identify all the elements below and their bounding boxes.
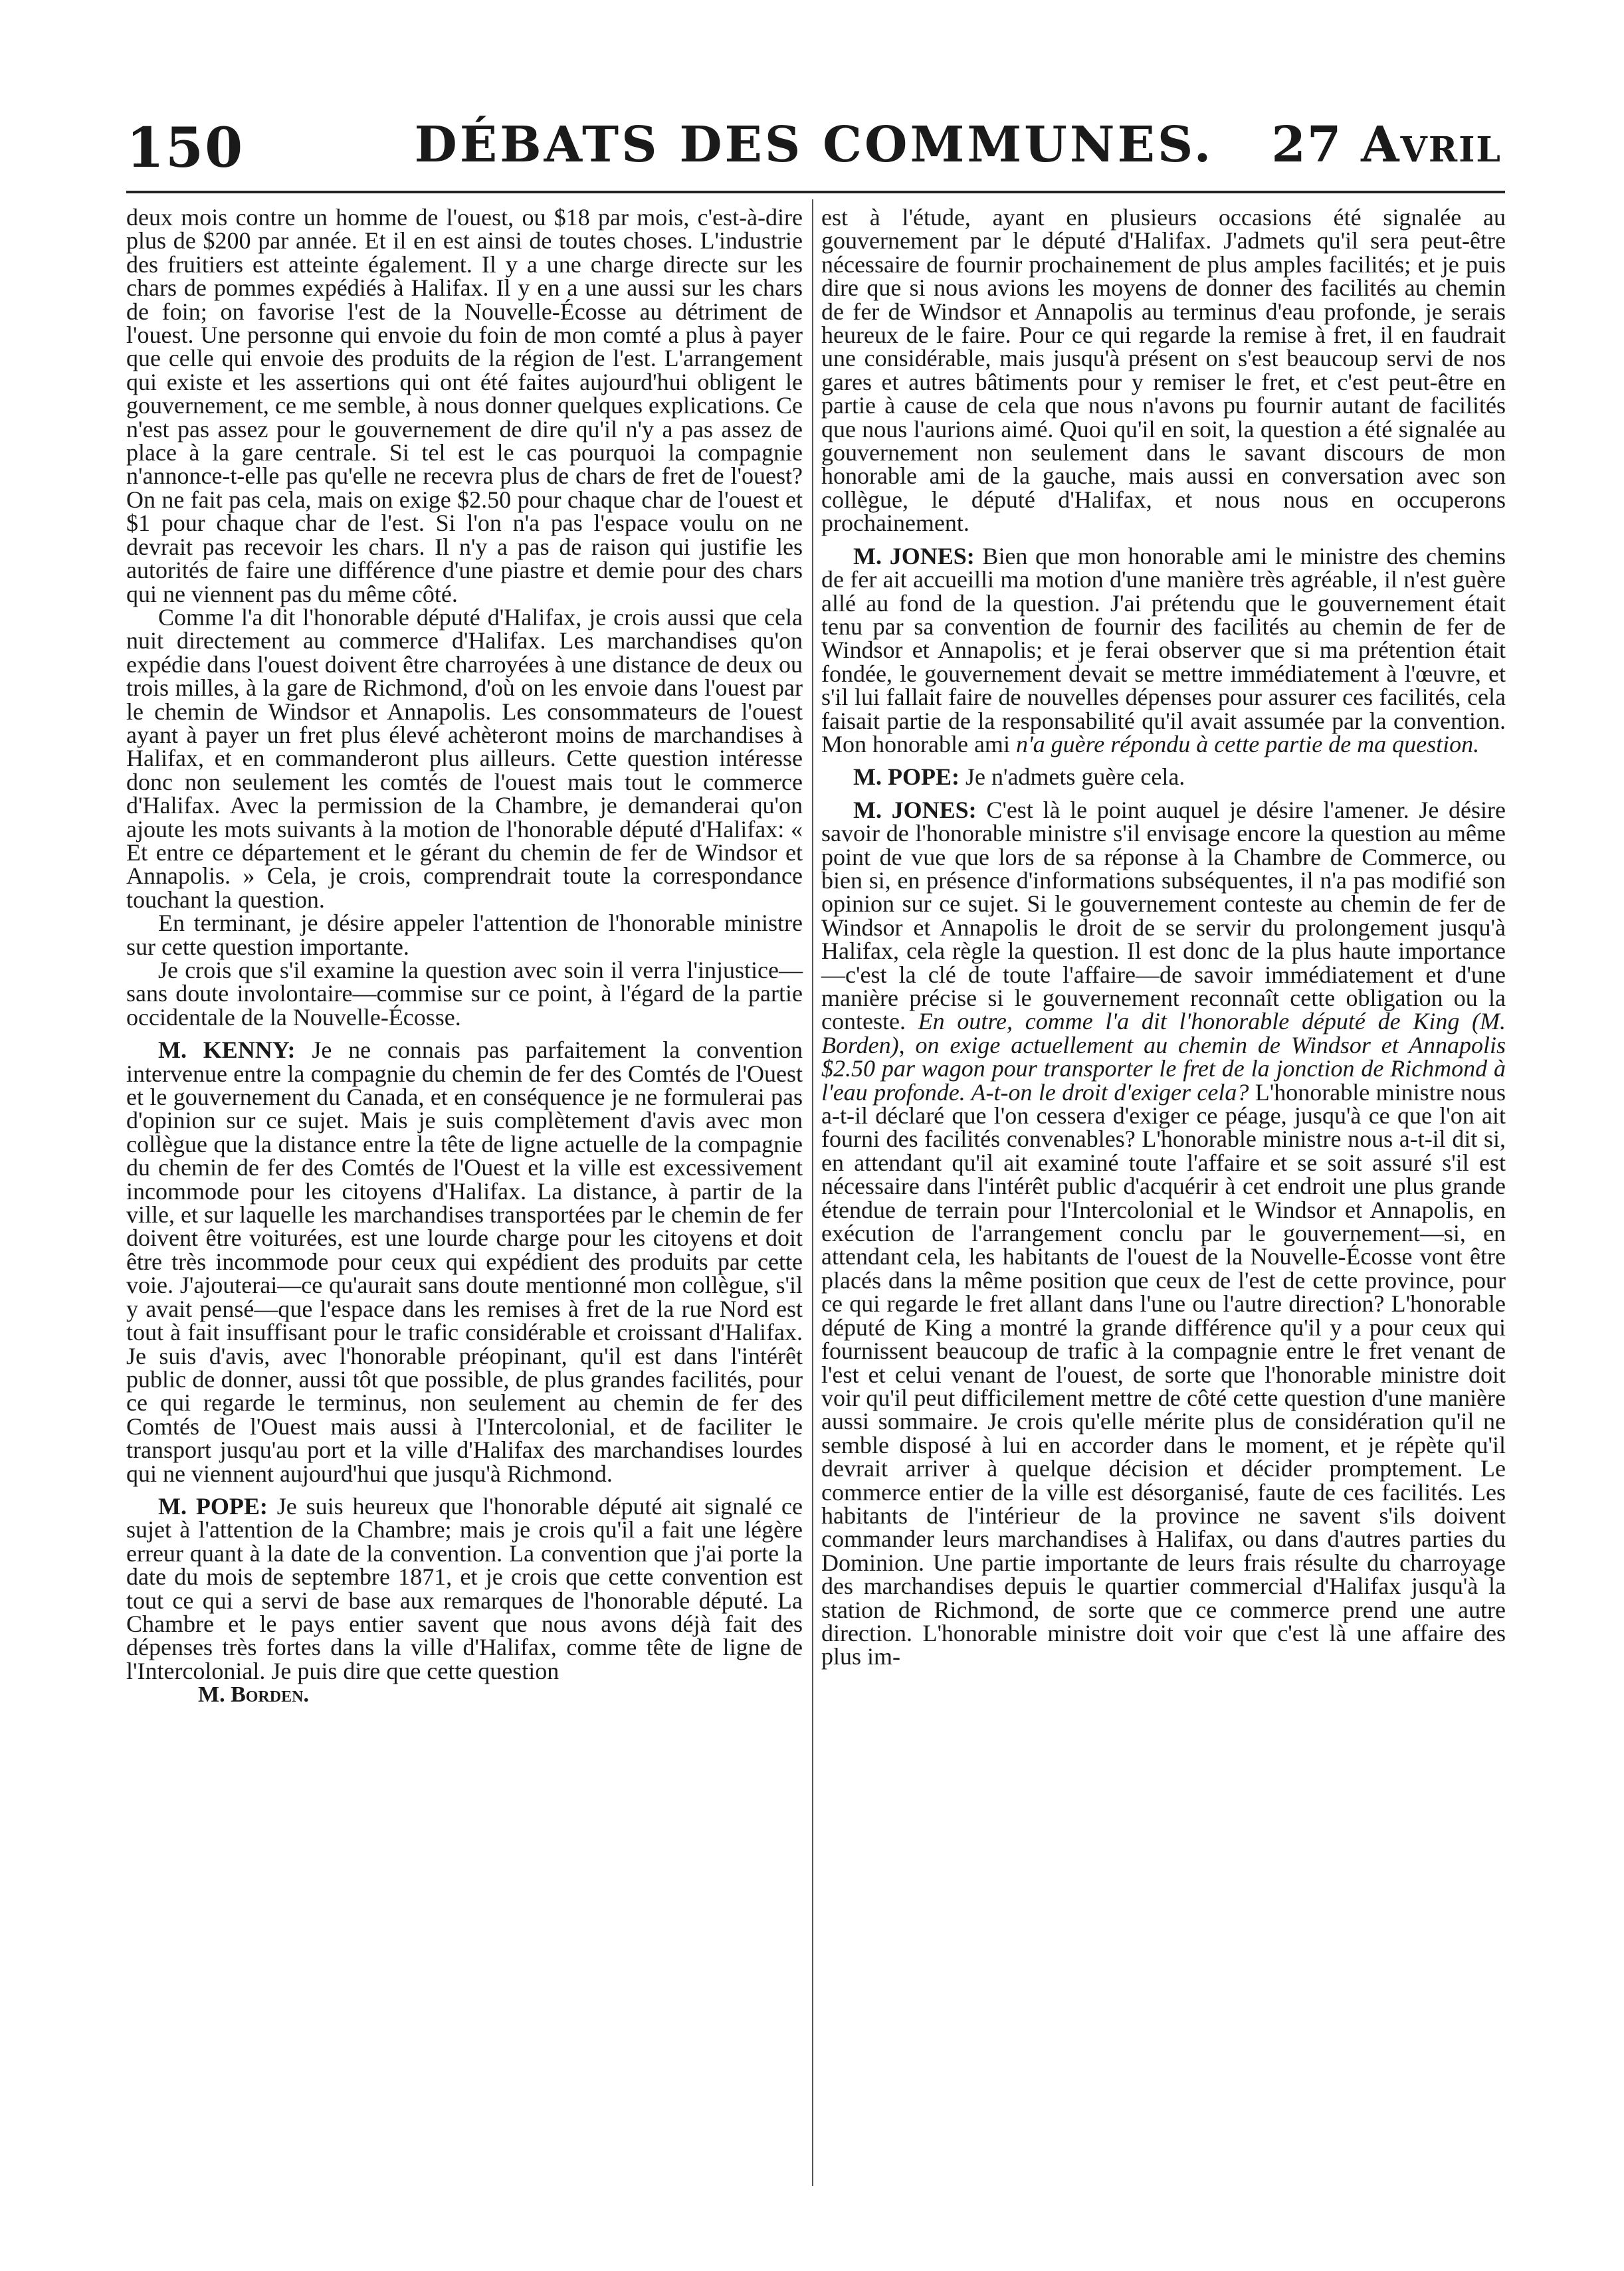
page-number: 150 [126, 116, 245, 180]
speech-text: Je n'admets guère cela. [959, 763, 1185, 791]
speech-italic: n'a guère répondu à cette partie de ma question. [1015, 730, 1480, 757]
speaker-name: M. KENNY: [158, 1037, 296, 1064]
speech-text: Je suis heureux que l'honorable député ait signalé ce sujet à l'attention de la Chambre; mais je crois qu'il a fait une légère erreur quant à la date de la convention. La convention que j'ai porte la date du mois de septembre 1871, et je crois que cette convention est tout ce qui a servi de base aux remarques de l'honorable député. La Chambre et le pays entier savent que nous avons déjà fait des dépenses très fortes dans la ville d'Halifax, comme tête de ligne de l'Intercolonial. Je puis dire que cette question [126, 1492, 803, 1684]
speech-pope [126, 1492, 803, 1684]
speaker-name: M. JONES: [853, 542, 975, 569]
speech-italic: En outre, comme l'a dit l'honorable député de King (M. Borden), on exige actuellement au chemin de Windsor et Annapolis $2.50 par wagon pour transporter le fret de la jonction de Richmond à l'eau profonde. A-t-on le droit d'exiger cela? [821, 1008, 1506, 1106]
speech-text: C'est là le point auquel je désire l'amener. Je désire savoir de l'honorable ministre s'il envisage encore la question au même point de vue que lors de sa réponse à la Chambre de Commerce, ou bien si, en présence d'informations subséquentes, il n'a pas modifié son opinion sur ce sujet. Si le gouvernement conteste au chemin de fer de Windsor et Annapolis le droit de se servir du prolongement jusqu'à Halifax, cela règle la question. Il est donc de la plus haute importance—c'est la clé de toute l'affaire—de savoir immédiatement et d'une manière précise si le gouvernement reconnaît cette obligation ou la conteste. [821, 796, 1506, 1035]
page-date: 27 Avril [1271, 116, 1502, 173]
speaker-name: M. JONES: [853, 796, 977, 823]
column-divider [812, 199, 813, 2186]
speech-jones [821, 542, 1506, 757]
header-rule [126, 191, 1505, 193]
paragraph: est à l'étude, ayant en plusieurs occasions été signalée au gouvernement par le député d'Halifax. J'admets qu'il sera peut-être nécessaire de fournir prochainement de plus amples facilités; et je puis dire que si nous avions les moyens de donner des facilités au chemin de fer de Windsor et Annapolis au terminus d'eau profonde, je serais heureux de le faire. Pour ce qui regarde la remise à fret, il en faudrait une considérable, mais jusqu'à présent on s'est beaucoup servi de nos gares et autres bâtiments pour y remiser le fret, et c'est peut-être en partie à cause de cela que nous n'avons pu fournir autant de facilités que nous l'aurions aimé. Quoi qu'il en soit, la question a été signalée au gouvernement non seulement dans le savant discours de mon honorable ami de la gauche, mais aussi en conversation avec son collègue, le député d'Halifax, et nous nous en occuperons prochainement. [821, 204, 1506, 537]
speech-text: Je ne connais pas parfaitement la convention intervenue entre la compagnie du chemin de fer des Comtés de l'Ouest et le gouvernement du Canada, et en conséquence je ne formulerai pas d'opinion sur ce sujet. Mais je suis complètement d'avis avec mon collègue que la distance entre la tête de ligne actuelle de la compagnie du chemin de fer des Comtés de l'Ouest et la ville est excessivement incommode pour les citoyens d'Halifax. La distance, à partir de la ville, et sur laquelle les marchandises transportées par le chemin de fer doivent être voiturées, est une lourde charge pour les citoyens et doit être très incommode pour ceux qui expédient des produits par cette voie. J'ajouterai—ce qu'aurait sans doute mentionné mon collègue, s'il y avait pensé—que l'espace dans les remises à fret de la rue Nord est tout à fait insuffisant pour le trafic considérable et croissant d'Halifax. Je suis d'avis, avec l'honorable préopinant, qu'il est dans l'intérêt public de donner, aussi tôt que possible, de plus grandes facilités, pour ce qui regarde le terminus, non seulement au chemin de fer des Comtés de l'Ouest mais aussi à l'Intercolonial, et de faciliter le transport jusqu'au port et la ville d'Halifax des marchandises lourdes qui ne viennent aujourd'hui que jusqu'à Richmond. [126, 1037, 803, 1487]
speaker-name: M. POPE: [853, 763, 960, 791]
speech-kenny [126, 1038, 803, 1486]
signature-line: M. Borden. [198, 1682, 309, 1708]
paragraph: deux mois contre un homme de l'ouest, ou $18 par mois, c'est-à-dire plus de $200 par année. Et il en est ainsi de toutes choses. L'industrie des fruitiers est atteinte également. Il y a une charge directe sur les chars de pommes expédiés à Halifax. Il y en a une aussi sur les chars de foin; on favorise l'est de la Nouvelle-Écosse au détriment de l'ouest. Une personne qui envoie du foin de mon comté a plus à payer que celle qui envoie des produits de la région de l'est. L'arrangement qui existe et les assertions qui ont été faites aujourd'hui obligent le gouvernement, ce me semble, à nous donner quelques explications. Ce n'est pas assez pour le gouvernement de dire qu'il n'y a pas assez de place à la gare centrale. Si tel est le cas pourquoi la compagnie n'annonce-t-elle pas qu'elle ne recevra plus de chars de fret de l'ouest? On ne fait pas cela, mais on exige $2.50 pour chaque char de l'ouest et $1 pour chaque char de l'est. Si l'on n'a pas l'espace voulu on ne devrait pas recevoir les chars. Il n'y a pas de raison qui justifie les autorités de faire une différence d'une piastre et demie pour des chars qui ne viennent pas du même côté. [126, 204, 803, 607]
right-column [821, 206, 1506, 1669]
paragraph: En terminant, je désire appeler l'attention de l'honorable ministre sur cette question importante. [126, 910, 803, 960]
speaker-name: M. POPE: [158, 1492, 268, 1520]
speech-text: Bien que mon honorable ami le ministre des chemins de fer ait accueilli ma motion d'une manière très agréable, il n'est guère allé au fond de la question. J'ai prétendu que le gouvernement était tenu par sa convention de fournir des facilités au chemin de fer de Windsor et Annapolis; et je ferai observer que si ma prétention était fondée, le gouvernement devait se mettre immédiatement à l'œuvre, et s'il lui fallait faire de nouvelles dépenses pour assurer ces facilités, cela faisait partie de la responsabilité qu'il avait assumée par la convention. Mon honorable ami [821, 542, 1506, 757]
speech-text: L'honorable ministre nous a-t-il déclaré que l'on cessera d'exiger ce péage, jusqu'à ce que l'on ait fourni des facilités convenables? L'honorable ministre nous a-t-il dit si, en attendant qu'il ait examiné toute l'affaire et se soit assuré s'il est nécessaire dans l'intérêt public d'acquérir à cet endroit une plus grande étendue de terrain pour l'Intercolonial et le Windsor et Annapolis, en exécution de l'arrangement conclu par le gouvernement—si, en attendant cela, les habitants de l'ouest de la Nouvelle-Écosse vont être placés dans la même position que ceux de l'est de cette province, pour ce qui regarde le fret allant dans l'une ou l'autre direction? L'honorable député de King a montré la grande différence qu'il y a pour ceux qui fournissent beaucoup de trafic à la compagnie entre le fret venant de l'est et celui venant de l'ouest, de sorte que l'honorable ministre doit voir qu'il peut difficilement mettre de côté cette question d'une manière aussi sommaire. Je crois qu'elle mérite plus de considération qu'il ne semble disposé à lui en accorder dans le moment, et je répète qu'il devrait arriver à quelque décision et décider promptement. Le commerce entier de la ville est désorganisé, faute de ces facilités. Les habitants de l'intérieur de la province ne savent s'ils doivent commander leurs marchandises à Halifax, ou dans d'autres parties du Dominion. Une partie importante de leurs frais résulte du charroyage des marchandises depuis le quartier commercial d'Halifax jusqu'à la station de Richmond, de sorte que ce commerce prend une autre direction. L'honorable ministre doit voir que c'est là une affaire des plus im- [821, 1078, 1506, 1670]
speech-jones [821, 796, 1506, 1670]
page-header [126, 116, 1502, 189]
paragraph: Je crois que s'il examine la question avec soin il verra l'injustice—sans doute involontaire—commise sur ce point, à l'égard de la partie occidentale de la Nouvelle-Écosse. [126, 957, 803, 1031]
page-title: DÉBATS DES COMMUNES. [414, 116, 1214, 173]
speech-pope [821, 765, 1506, 789]
paragraph: Comme l'a dit l'honorable député d'Halifax, je crois aussi que cela nuit directement au commerce d'Halifax. Les marchandises qu'on expédie dans l'ouest doivent être charroyées à une distance de deux ou trois milles, à la gare de Richmond, d'où on les envoie dans l'ouest par le chemin de Windsor et Annapolis. Les consommateurs de l'ouest ayant à payer un fret plus élevé achèteront moins de marchandises à Halifax, et en commanderont plus ailleurs. Cette question intéresse donc non seulement les comtés de l'ouest mais tout le commerce d'Halifax. Avec la permission de la Chambre, je demanderai qu'on ajoute les mots suivants à la motion de l'honorable député d'Halifax: « Et entre ce département et le gérant du chemin de fer de Windsor et Annapolis. » Cela, je crois, comprendrait toute la correspondance touchant la question. [126, 603, 803, 913]
left-column [126, 206, 803, 1707]
